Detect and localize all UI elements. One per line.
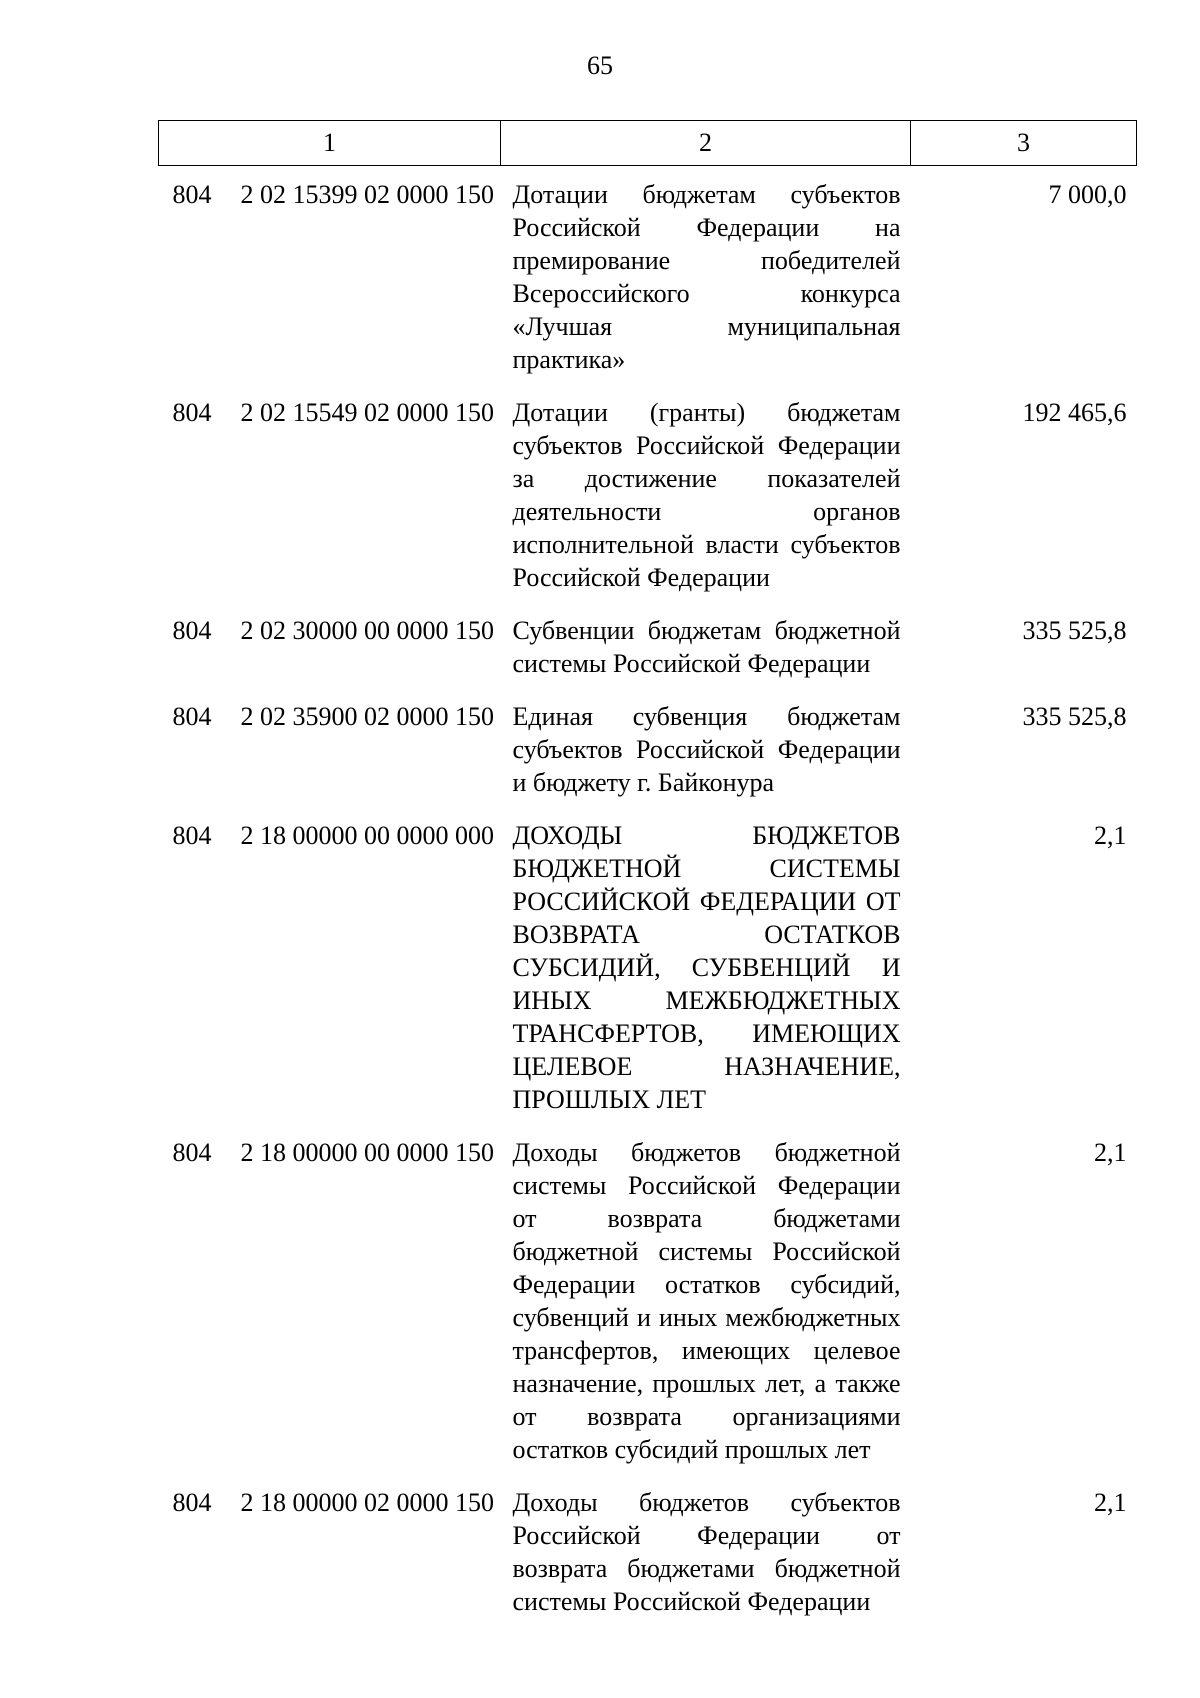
classification-code: 2 02 30000 00 0000 150: [240, 616, 494, 645]
admin-code: 804: [172, 1488, 212, 1517]
admin-code: 804: [172, 616, 212, 645]
classification-code: 2 02 15549 02 0000 150: [240, 398, 494, 427]
admin-code: 804: [172, 398, 212, 427]
column-header-3: 3: [911, 121, 1137, 166]
column-header-1: 1: [159, 121, 501, 166]
table-row: [159, 1474, 1137, 1626]
table-row: [159, 688, 1137, 807]
amount: 335 525,8: [1022, 616, 1127, 645]
admin-code: 804: [172, 180, 212, 209]
code-cell: [159, 602, 501, 688]
page-number: 65: [587, 51, 613, 80]
amount: 2,1: [1094, 1138, 1127, 1167]
table-row: [159, 602, 1137, 688]
classification-code: 2 18 00000 00 0000 150: [240, 1138, 494, 1167]
classification-code: 2 18 00000 02 0000 150: [240, 1488, 494, 1517]
revenue-name: Единая субвенция бюджетам субъектов Российской Федерации и бюджету г. Байконура: [512, 702, 901, 797]
revenue-name: Доходы бюджетов бюджетной системы Российской Федерации от возврата бюджетами бюджетной системы Российской Федерации остатков субсидий, субвенций и иных межбюджетных трансфертов, имеющих целевое назначение, прошлых лет, а также от возврата организациями остатков субсидий прошлых лет: [512, 1138, 901, 1464]
table-row: [159, 384, 1137, 602]
revenue-name: Субвенции бюджетам бюджетной системы Российской Федерации: [512, 616, 901, 678]
code-cell: [159, 688, 501, 807]
admin-code: 804: [172, 1138, 212, 1167]
code-cell: [159, 807, 501, 1124]
amount: 2,1: [1094, 821, 1127, 850]
revenue-name: Доходы бюджетов субъектов Российской Федерации от возврата бюджетами бюджетной системы Российской Федерации: [512, 1488, 901, 1616]
revenue-name: Дотации (гранты) бюджетам субъектов Российской Федерации за достижение показателей деятельности органов исполнительной власти субъектов Российской Федерации: [512, 398, 901, 592]
table-header-row: [159, 121, 1137, 166]
amount: 192 465,6: [1022, 398, 1127, 427]
amount: 335 525,8: [1022, 702, 1127, 731]
code-cell: [159, 166, 501, 385]
admin-code: 804: [172, 702, 212, 731]
code-cell: [159, 1124, 501, 1474]
admin-code: 804: [172, 821, 212, 850]
code-cell: [159, 1474, 501, 1626]
amount: 7 000,0: [1048, 180, 1127, 209]
revenue-name: ДОХОДЫ БЮДЖЕТОВ БЮДЖЕТНОЙ СИСТЕМЫ РОССИЙСКОЙ ФЕДЕРАЦИИ ОТ ВОЗВРАТА ОСТАТКОВ СУБСИДИЙ, СУБВЕНЦИЙ И ИНЫХ МЕЖБЮДЖЕТНЫХ ТРАНСФЕРТОВ, ИМЕЮЩИХ ЦЕЛЕВОЕ НАЗНАЧЕНИЕ, ПРОШЛЫХ ЛЕТ: [512, 821, 901, 1114]
table-row: [159, 807, 1137, 1124]
revenue-name: Дотации бюджетам субъектов Российской Федерации на премирование победителей Всероссийского конкурса «Лучшая муниципальная практика»: [512, 180, 901, 374]
table-row: [159, 166, 1137, 385]
budget-revenue-table: [158, 120, 1137, 1626]
table-row: [159, 1124, 1137, 1474]
column-header-2: 2: [501, 121, 911, 166]
amount: 2,1: [1094, 1488, 1127, 1517]
classification-code: 2 02 35900 02 0000 150: [240, 702, 494, 731]
classification-code: 2 18 00000 00 0000 000: [240, 821, 494, 850]
classification-code: 2 02 15399 02 0000 150: [240, 180, 494, 209]
code-cell: [159, 384, 501, 602]
